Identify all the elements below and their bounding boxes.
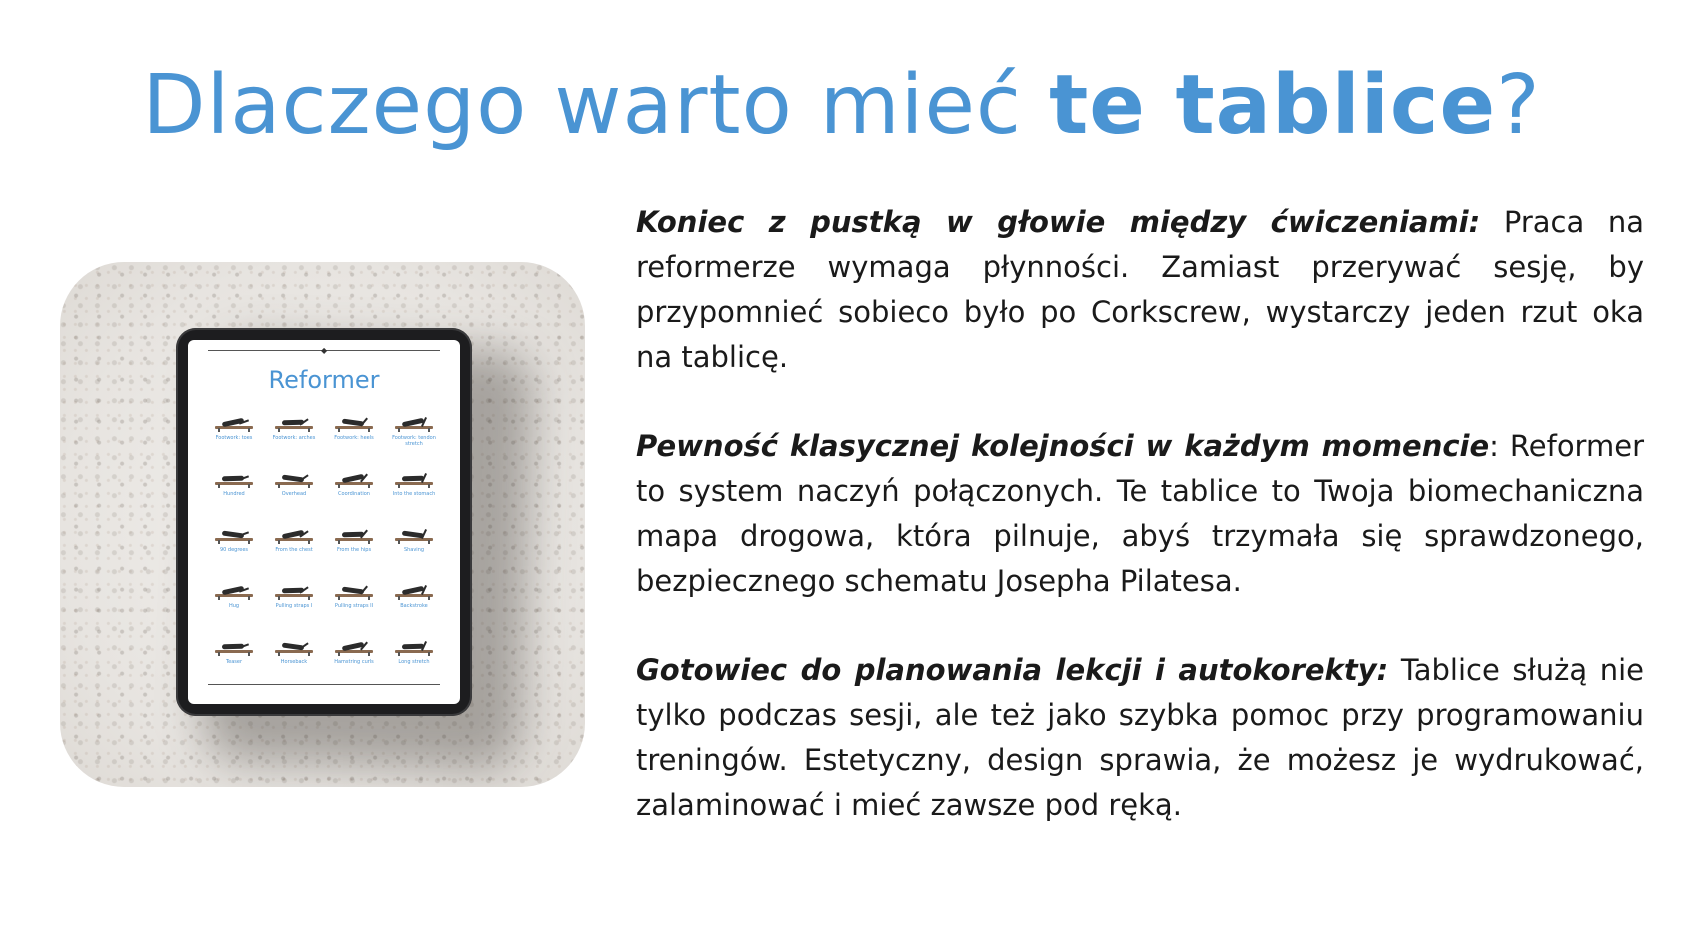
exercise-item [386,524,442,562]
exercise-caption: Footwork: tendon stretch [392,435,436,447]
diamond-ornament-icon: ◆ [321,346,328,355]
exercise-caption: Hundred [223,491,245,497]
reformer-figure-icon [213,412,255,432]
exercise-caption: Long stretch [398,659,430,665]
exercise-item [386,412,442,450]
headline-end: ? [1496,58,1541,153]
exercise-caption: Coordination [338,491,370,497]
exercise-caption: Hamstring curls [334,659,374,665]
paragraph-2 [636,424,1644,604]
paragraph-2-lead: Pewność klasycznej kolejności w każdym momencie [636,429,1490,463]
paragraph-1-lead: Koniec z pustką w głowie między ćwiczeniami: [636,205,1481,239]
reformer-figure-icon [213,524,255,544]
poster-title: Reformer [268,366,380,394]
reformer-figure-icon [213,636,255,656]
product-photo [60,262,585,787]
exercise-caption: Into the stomach [392,491,436,497]
exercise-caption: Footwork: arches [272,435,316,441]
paragraph-3-lead: Gotowiec do planowania lekcji i autokorekty: [636,653,1389,687]
exercise-caption: Pulling straps II [334,603,374,609]
reformer-figure-icon [213,468,255,488]
benefits-text [636,200,1644,872]
tablet-device [176,328,472,716]
paragraph-3 [636,648,1644,828]
reformer-figure-icon [393,636,435,656]
reformer-figure-icon [273,580,315,600]
exercise-item [326,636,382,674]
exercise-caption: Footwork: toes [215,435,253,441]
reformer-figure-icon [333,468,375,488]
exercise-item [266,524,322,562]
exercise-item [266,580,322,618]
exercise-item [326,468,382,506]
exercise-item [326,580,382,618]
page-headline [0,58,1683,153]
exercise-caption: 90 degrees [219,547,249,553]
exercise-grid [206,412,442,674]
paragraph-1-body: Praca na reformerze wymaga płynności. Zamiast przerywać sesję, by przypomnieć sobieco było po Corkscrew, wystarczy jeden rzut oka na tablicę. [636,205,1645,374]
exercise-caption: Shaving [403,547,425,553]
reformer-figure-icon [393,524,435,544]
tablet-screen [188,340,460,704]
exercise-item [206,468,262,506]
reformer-figure-icon [273,524,315,544]
paragraph-1 [636,200,1644,380]
exercise-item [326,524,382,562]
reformer-figure-icon [333,524,375,544]
exercise-item [386,636,442,674]
reformer-figure-icon [273,636,315,656]
exercise-item [386,580,442,618]
reformer-figure-icon [213,580,255,600]
reformer-figure-icon [333,412,375,432]
exercise-item [266,412,322,450]
reformer-figure-icon [393,412,435,432]
headline-normal: Dlaczego warto mieć [142,58,1050,153]
reformer-figure-icon [333,580,375,600]
exercise-caption: Footwork: heels [334,435,374,441]
exercise-item [206,524,262,562]
exercise-item [206,636,262,674]
exercise-item [266,636,322,674]
reformer-figure-icon [273,412,315,432]
exercise-caption: Backstroke [400,603,428,609]
reformer-figure-icon [393,580,435,600]
exercise-caption: Pulling straps I [275,603,313,609]
exercise-item [326,412,382,450]
bottom-rule [208,684,440,685]
exercise-caption: Hug [228,603,240,609]
reformer-figure-icon [273,468,315,488]
exercise-caption: Teaser [225,659,243,665]
exercise-caption: Overhead [281,491,307,497]
exercise-item [266,468,322,506]
reformer-figure-icon [393,468,435,488]
reformer-figure-icon [333,636,375,656]
exercise-item [206,580,262,618]
headline-bold: te tablice [1049,58,1497,153]
exercise-caption: From the hips [336,547,372,553]
exercise-caption: Horseback [280,659,308,665]
paragraph-3-body: Tablice służą nie tylko podczas sesji, ale też jako szybka pomoc przy programowaniu treningów. Estetyczny, design sprawia, że możesz je wydrukować, zalaminować i mieć zawsze pod ręką. [636,653,1644,822]
exercise-item [386,468,442,506]
exercise-caption: From the chest [275,547,313,553]
exercise-item [206,412,262,450]
paragraph-2-body: : Reformer to system naczyń połączonych. Te tablice to Twoja biomechaniczna mapa drogowa, która pilnuje, abyś trzymała się sprawdzonego, bezpiecznego schematu Josepha Pilatesa. [636,429,1644,598]
